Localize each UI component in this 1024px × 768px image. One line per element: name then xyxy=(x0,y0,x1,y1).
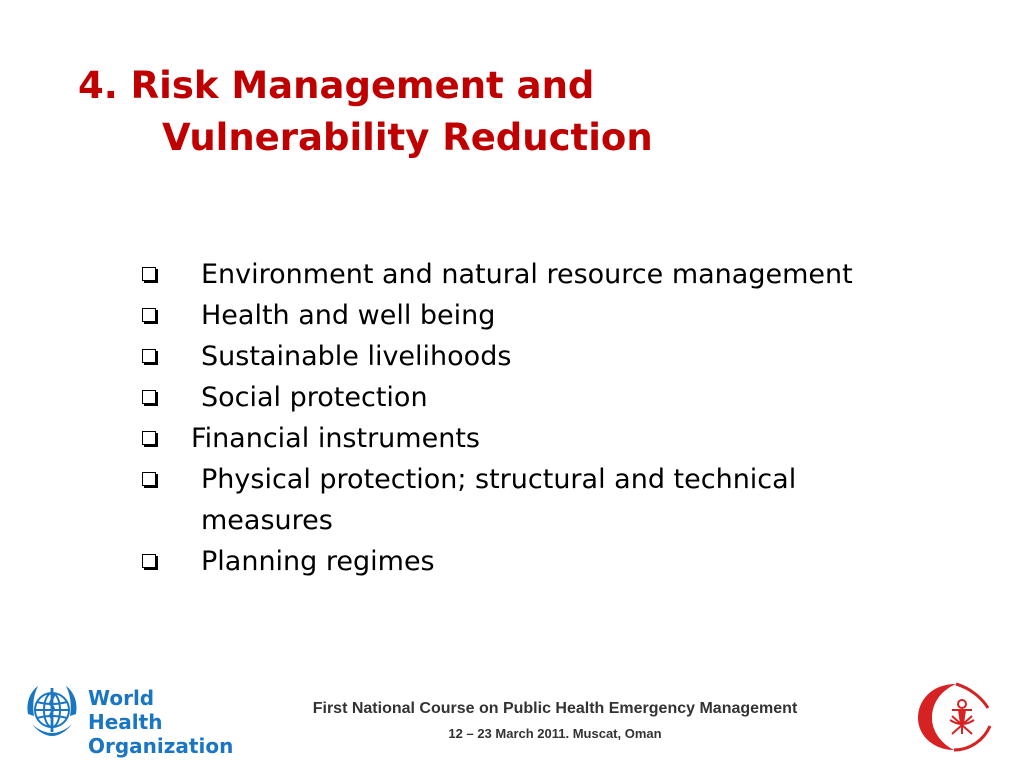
who-line-1: World Health xyxy=(88,686,163,734)
list-item-text: Health and well being xyxy=(201,300,496,331)
checkbox-bullet-icon xyxy=(142,554,156,568)
list-item-text: Financial instruments xyxy=(191,423,480,454)
list-item-text: Social protection xyxy=(201,382,428,413)
list-item xyxy=(142,295,942,336)
checkbox-bullet-icon xyxy=(142,308,156,322)
list-item-text: Planning regimes xyxy=(201,546,435,577)
list-item-text: Environment and natural resource management xyxy=(201,259,853,290)
checkbox-bullet-icon xyxy=(142,349,156,363)
slide-title xyxy=(78,60,653,164)
checkbox-bullet-icon xyxy=(142,472,156,486)
list-item xyxy=(142,459,942,541)
who-wordmark xyxy=(88,686,233,758)
list-item xyxy=(142,418,942,459)
list-item-text: Sustainable livelihoods xyxy=(201,341,512,372)
list-item xyxy=(142,254,942,295)
checkbox-bullet-icon xyxy=(142,390,156,404)
list-item-text: Physical protection; structural and technical measures xyxy=(201,464,797,536)
checkbox-bullet-icon xyxy=(142,431,156,445)
title-line-1: 4. Risk Management and xyxy=(78,64,595,107)
red-crescent-oman-logo-icon xyxy=(912,680,994,752)
who-emblem-icon xyxy=(22,680,82,740)
who-logo xyxy=(22,680,234,758)
list-item xyxy=(142,377,942,418)
footer-course-title: First National Course on Public Health Emergency Management xyxy=(312,700,798,717)
list-item xyxy=(142,336,942,377)
bullet-list xyxy=(142,254,942,582)
footer-date-location: 12 – 23 March 2011. Muscat, Oman xyxy=(448,726,662,741)
title-line-2: Vulnerability Reduction xyxy=(162,116,653,159)
checkbox-bullet-icon xyxy=(142,267,156,281)
list-item xyxy=(142,541,942,582)
who-line-2: Organization xyxy=(88,734,234,758)
